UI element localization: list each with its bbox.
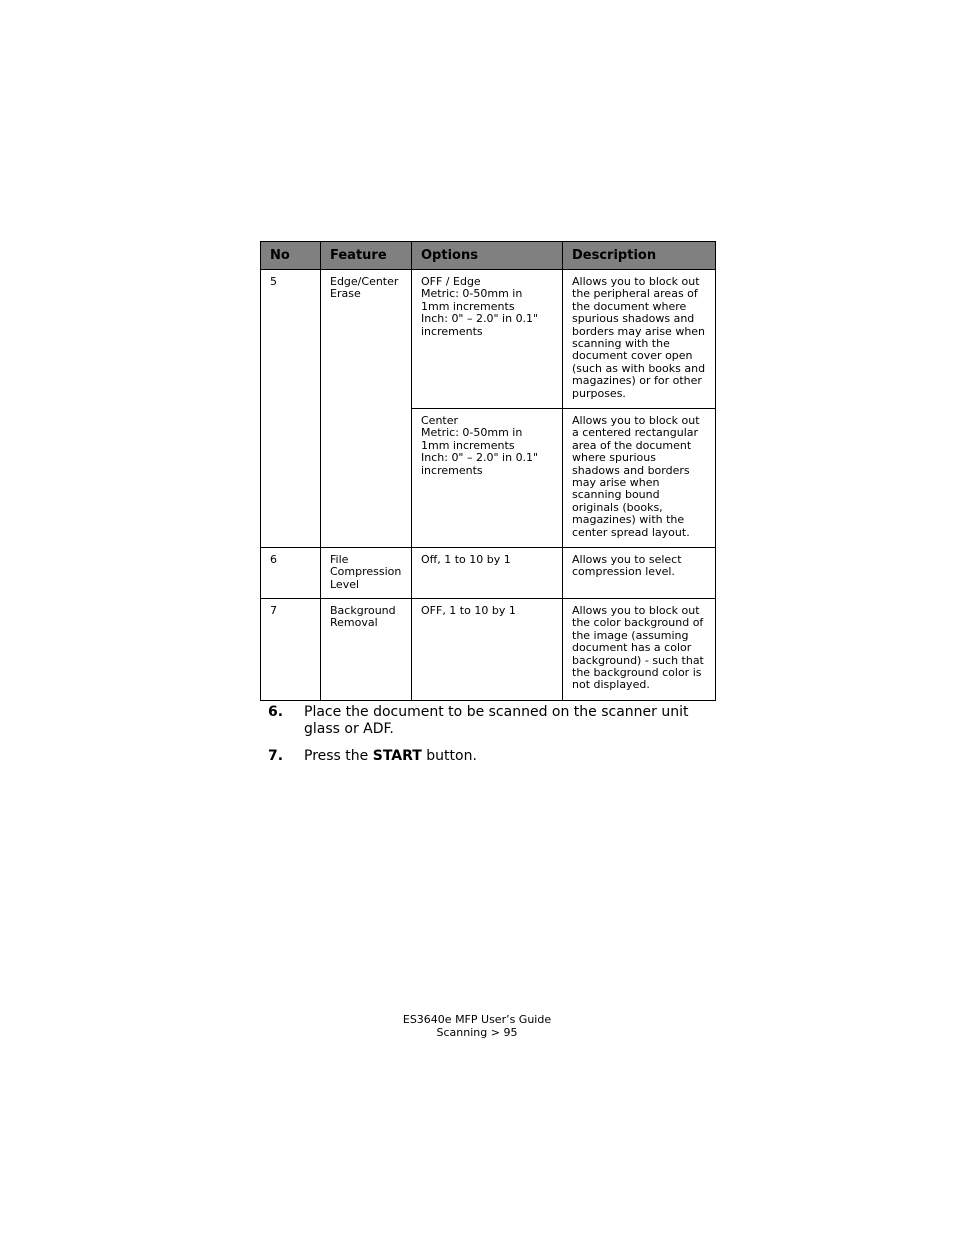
- instruction-steps: [268, 704, 718, 775]
- cell-description: Allows you to block out the color background of the image (assuming document has a color background) - such that the background color is not displayed.: [563, 599, 716, 701]
- cell-options: Center Metric: 0-50mm in 1mm increments Inch: 0" – 2.0" in 0.1" increments: [412, 409, 563, 548]
- settings-table: [260, 241, 716, 701]
- header-no: No: [261, 242, 321, 270]
- guide-title: ES3640e MFP User’s Guide: [402, 1013, 552, 1026]
- cell-feature: Background Removal: [321, 599, 412, 701]
- header-description: Description: [563, 242, 716, 270]
- cell-description: Allows you to select compression level.: [563, 548, 716, 599]
- cell-no: 6: [261, 548, 321, 599]
- step-item: [268, 704, 718, 738]
- cell-no: 7: [261, 599, 321, 701]
- cell-options: OFF, 1 to 10 by 1: [412, 599, 563, 701]
- header-options: Options: [412, 242, 563, 270]
- cell-no: 5: [261, 270, 321, 548]
- cell-options: Off, 1 to 10 by 1: [412, 548, 563, 599]
- step-text: glass or ADF.: [304, 721, 394, 737]
- step-item: [268, 748, 718, 765]
- step-text: Press the START button.: [304, 748, 477, 764]
- step-text: Place the document to be scanned on the scanner unit: [304, 704, 689, 720]
- cell-feature: File Compression Level: [321, 548, 412, 599]
- page-number: Scanning > 95: [436, 1026, 518, 1039]
- table-row: [261, 599, 716, 701]
- start-button-label: START: [372, 748, 422, 764]
- step-number: 7.: [268, 748, 284, 764]
- cell-description: Allows you to block out a centered rectangular area of the document where spurious shadows and borders may arise when scanning bound originals (books, magazines) with the center spread layout.: [563, 409, 716, 548]
- cell-description: Allows you to block out the peripheral areas of the document where spurious shadows and borders may arise when scanning with the document cover open (such as with books and magazines) or for other purposes.: [563, 270, 716, 409]
- table-row: [261, 270, 716, 409]
- step-number: 6.: [268, 704, 284, 720]
- cell-feature: Edge/Center Erase: [321, 270, 412, 548]
- page-footer: [0, 1013, 954, 1039]
- header-feature: Feature: [321, 242, 412, 270]
- table-header-row: [261, 242, 716, 270]
- cell-options: OFF / Edge Metric: 0-50mm in 1mm increments Inch: 0" – 2.0" in 0.1" increments: [412, 270, 563, 409]
- table-row: [261, 548, 716, 599]
